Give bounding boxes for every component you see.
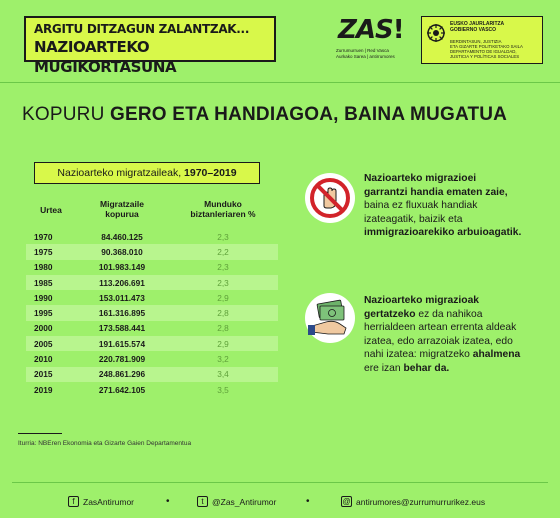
zas-logo bbox=[332, 16, 412, 66]
row-count: 113.206.691 bbox=[99, 277, 145, 288]
title-line1: ARGITU DITZAGUN ZALANTZAK... bbox=[34, 22, 250, 36]
row-year: 1975 bbox=[34, 246, 53, 257]
source-note: Iturria: NBEren Ekonomia eta Gizarte Gaien Departamentua bbox=[18, 440, 192, 447]
gov-dept4: JUSTICIA Y POLÍTICAS SOCIALES bbox=[450, 54, 520, 59]
header-divider bbox=[0, 82, 560, 83]
row-year: 1995 bbox=[34, 308, 53, 319]
row-year: 2005 bbox=[34, 338, 53, 349]
row-count: 101.983.149 bbox=[98, 262, 146, 273]
row-year: 1970 bbox=[34, 231, 53, 242]
stop-hand-icon bbox=[304, 172, 356, 224]
migrants-table bbox=[26, 229, 278, 397]
row-pct: 3,5 bbox=[217, 384, 229, 395]
block2-bold3: ahalmena bbox=[472, 349, 521, 360]
row-count: 153.011.473 bbox=[99, 292, 145, 303]
block2-text2: herrialdeen artean errenta aldeak bbox=[364, 322, 517, 333]
header bbox=[0, 0, 560, 82]
row-pct: 3,4 bbox=[217, 369, 229, 380]
table-row bbox=[26, 321, 278, 336]
money-hand-icon bbox=[304, 292, 356, 344]
row-pct: 2,8 bbox=[217, 323, 229, 334]
table-row bbox=[26, 275, 278, 290]
row-pct: 3,2 bbox=[217, 354, 229, 365]
block1-bold3: immigrazioarekiko arbuioagatik. bbox=[364, 227, 522, 238]
row-count: 271.642.105 bbox=[98, 384, 146, 395]
row-count: 248.861.296 bbox=[98, 369, 146, 380]
gov-dept2: ETA GIZARTE POLITIKETAKO SAILA bbox=[450, 44, 523, 49]
twitter-icon: t bbox=[197, 496, 208, 507]
row-year: 2019 bbox=[34, 384, 53, 395]
footer-facebook[interactable] bbox=[68, 496, 134, 507]
row-year: 1990 bbox=[34, 292, 53, 303]
row-count: 84.460.125 bbox=[101, 231, 143, 242]
table-title-plain: Nazioarteko migratzaileak, bbox=[57, 167, 185, 179]
page-title-plain: KOPURU bbox=[22, 104, 110, 125]
row-pct: 2,8 bbox=[217, 308, 229, 319]
table-row bbox=[26, 336, 278, 351]
col-header-pct bbox=[168, 199, 278, 219]
government-emblem-icon bbox=[426, 23, 446, 43]
facebook-icon: f bbox=[68, 496, 79, 507]
row-year: 2000 bbox=[34, 323, 53, 334]
table-row bbox=[26, 305, 278, 320]
facebook-handle: ZasAntirumor bbox=[83, 496, 135, 507]
block1-bold1: Nazioarteko migrazioei bbox=[364, 173, 477, 184]
row-count: 173.588.441 bbox=[98, 323, 146, 334]
email-address: antirumores@zurrumurrurikez.eus bbox=[356, 496, 486, 507]
source-divider bbox=[18, 433, 62, 434]
table-row bbox=[26, 260, 278, 275]
email-icon: @ bbox=[342, 497, 351, 506]
col-header-year: Urtea bbox=[40, 205, 62, 215]
row-pct: 2,3 bbox=[217, 262, 229, 273]
block2-text4: nahi izatea: migratzeko bbox=[364, 349, 473, 360]
footer-twitter[interactable] bbox=[197, 496, 276, 507]
title-line2: NAZIOARTEKO MUGIKORTASUNA bbox=[34, 38, 177, 76]
table-title-years: 1970–2019 bbox=[184, 167, 237, 179]
page-title bbox=[22, 104, 507, 126]
col-header-count-l1: Migratzaile bbox=[100, 199, 144, 209]
zas-logo-text: ZAS bbox=[338, 15, 393, 45]
table-row bbox=[26, 351, 278, 366]
row-year: 2010 bbox=[34, 354, 53, 365]
footer-divider bbox=[12, 482, 548, 483]
row-year: 1980 bbox=[34, 262, 53, 273]
block1-text2: izateagatik, baizik eta bbox=[364, 213, 463, 225]
twitter-handle: @Zas_Antirumor bbox=[212, 496, 277, 507]
footer-separator: • bbox=[306, 496, 310, 507]
footer-email[interactable] bbox=[341, 496, 485, 507]
row-count: 220.781.909 bbox=[98, 354, 146, 365]
row-count: 161.316.895 bbox=[98, 308, 146, 319]
table-row bbox=[26, 244, 278, 259]
footer-separator: • bbox=[166, 496, 170, 507]
info-block-2 bbox=[364, 294, 520, 375]
block2-bold1: Nazioarteko migrazioak bbox=[364, 295, 480, 306]
table-row bbox=[26, 229, 278, 244]
row-pct: 2,3 bbox=[217, 231, 229, 242]
gov-dept1: BERDINTASUN, JUSTIZIA bbox=[450, 39, 502, 44]
zas-sub-2: Aurkako Sarea | antirrumores bbox=[336, 54, 395, 59]
block1-bold2: garrantzi handia ematen zaie, bbox=[364, 186, 508, 198]
block2-text5: ere izan bbox=[364, 362, 404, 374]
block2-text1: ez da nahikoa bbox=[415, 308, 483, 320]
row-count: 90.368.010 bbox=[101, 246, 143, 257]
table-title bbox=[34, 162, 260, 184]
row-pct: 2,9 bbox=[217, 292, 229, 303]
block2-bold4: behar da. bbox=[403, 362, 450, 374]
gov-line1: EUSKO JAURLARITZA bbox=[450, 21, 505, 27]
table-row bbox=[26, 382, 278, 397]
row-year: 1985 bbox=[34, 277, 53, 288]
col-header-pct-l1: Munduko bbox=[204, 199, 242, 209]
col-header-count bbox=[76, 199, 168, 219]
zas-logo-bang: ! bbox=[392, 15, 404, 45]
row-pct: 2,2 bbox=[217, 246, 229, 257]
title-box bbox=[24, 16, 276, 76]
row-year: 2015 bbox=[34, 369, 53, 380]
page-title-bold: GERO ETA HANDIAGOA, BAINA MUGATUA bbox=[109, 104, 508, 125]
zas-sub-1: Zurrumurruen | Red Vasca bbox=[336, 48, 389, 53]
row-pct: 2,3 bbox=[217, 277, 229, 288]
block1-text1: baina ez fluxuak handiak bbox=[364, 200, 478, 211]
table-row bbox=[26, 367, 278, 382]
info-block-1 bbox=[364, 172, 521, 240]
row-pct: 2,9 bbox=[217, 338, 229, 349]
row-count: 191.615.574 bbox=[98, 338, 146, 349]
block2-bold2: gertatzeko bbox=[364, 308, 416, 320]
block2-text3: izatea, edo arrazoiak izatea, edo bbox=[364, 335, 513, 347]
table-row bbox=[26, 290, 278, 305]
col-header-pct-l2: biztanleriaren % bbox=[190, 209, 256, 219]
government-logo bbox=[421, 16, 543, 64]
gov-line2: GOBIERNO VASCO bbox=[450, 27, 497, 33]
col-header-count-l2: kopurua bbox=[105, 209, 139, 219]
gov-dept3: DEPARTAMENTO DE IGUALDAD, bbox=[450, 49, 517, 54]
